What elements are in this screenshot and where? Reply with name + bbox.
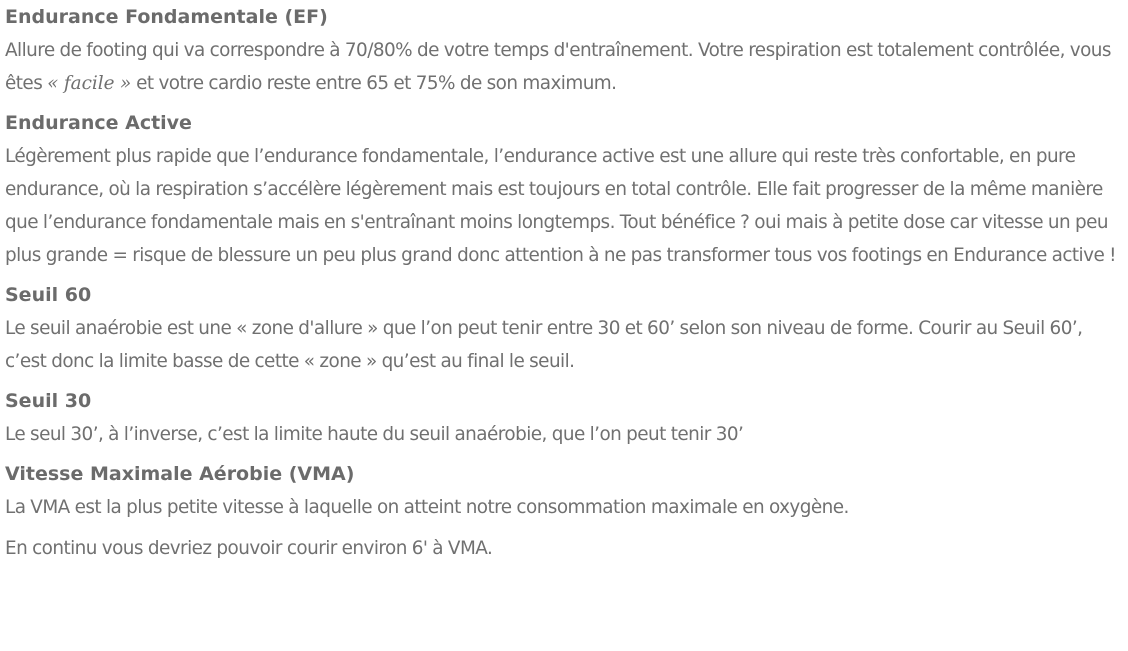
paragraph-text: et votre cardio reste entre 65 et 75% de son maximum. xyxy=(131,73,617,94)
section-heading: Endurance Fondamentale (EF) xyxy=(5,6,328,28)
section-paragraph: Légèrement plus rapide que l’endurance fondamentale, l’endurance active est une allure qui reste très confortable, en pure endurance, où la respiration s’accélère légèrement mais est toujours en total contrôle. Elle fait progresser de la même manière que l’endurance fondamentale mais en s'entraînant moins longtemps. Tout bénéfice ? oui mais à petite dose car vitesse un peu plus grande = risque de blessure un peu plus grand donc attention à ne pas transformer tous vos footings en Endurance active ! xyxy=(5,146,1116,266)
section-seuil-60 xyxy=(5,280,1123,378)
section-paragraph: Le seul 30’, à l’inverse, c’est la limite haute du seuil anaérobie, que l’on peut tenir 30’ xyxy=(5,424,744,445)
section-heading: Endurance Active xyxy=(5,112,192,134)
section-heading: Seuil 30 xyxy=(5,390,92,412)
section-seuil-30 xyxy=(5,386,1123,451)
section-paragraph xyxy=(5,34,1123,100)
section-heading: Seuil 60 xyxy=(5,284,92,306)
section-vma xyxy=(5,459,1123,565)
italic-text: « facile » xyxy=(47,73,132,94)
section-paragraph: La VMA est la plus petite vitesse à laquelle on atteint notre consommation maximale en oxygène. xyxy=(5,497,849,518)
section-paragraph-2: En continu vous devriez pouvoir courir environ 6' à VMA. xyxy=(5,538,493,559)
section-heading: Vitesse Maximale Aérobie (VMA) xyxy=(5,463,355,485)
paragraph-text: Allure de footing qui va correspondre à 70/80% de votre temps d'entraînement. Votre respiration est totalement contrôlée, vous êtes xyxy=(5,40,1111,94)
section-paragraph: Le seuil anaérobie est une « zone d'allure » que l’on peut tenir entre 30 et 60’ selon son niveau de forme. Courir au Seuil 60’, c’est donc la limite basse de cette « zone » qu’est au final le seuil. xyxy=(5,318,1083,372)
section-endurance-active xyxy=(5,108,1123,272)
section-endurance-fondamentale xyxy=(5,2,1123,100)
